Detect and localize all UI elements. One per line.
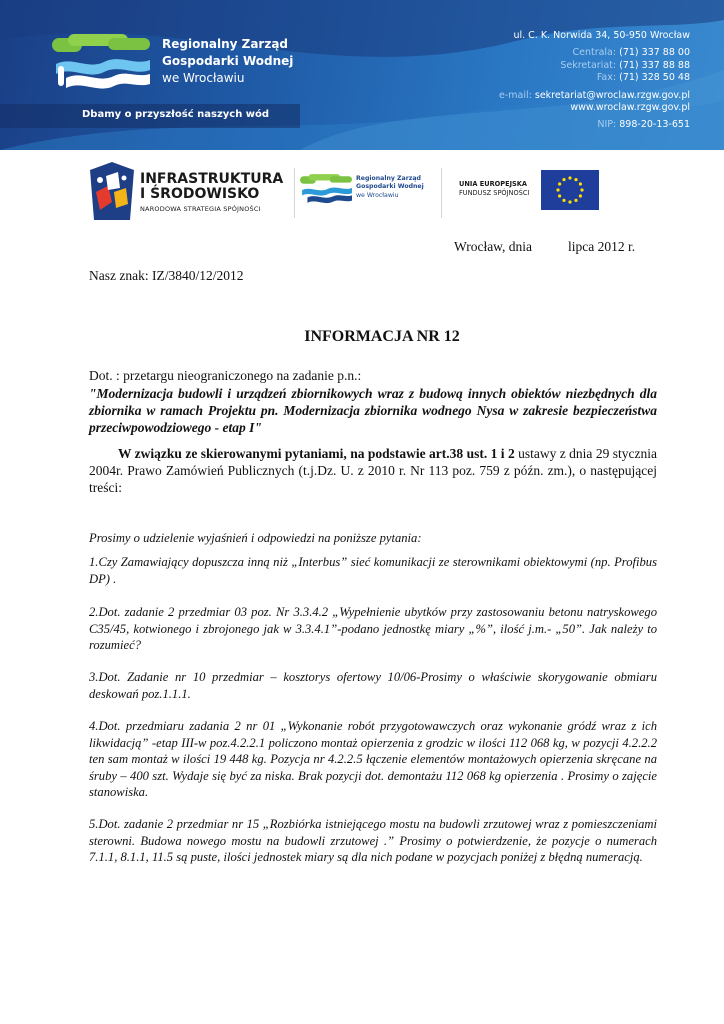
infrastruktura-emblem-icon xyxy=(90,162,134,220)
rzgw-small-line1: Regionalny Zarząd xyxy=(356,175,421,182)
phone-centrala-label: Centrala: xyxy=(572,47,617,59)
nip-value: 898-20-13-651 xyxy=(619,119,690,131)
nip-label: NIP: xyxy=(597,119,617,131)
date-line xyxy=(454,239,635,255)
question-1: 1.Czy Zamawiający dopuszcza inną niż „Interbus” sieć komunikacji ze sterownikami obiektowymi (np. Profibus DP) . xyxy=(89,555,657,586)
eu-line1: UNIA EUROPEJSKA xyxy=(459,180,528,188)
contact-block xyxy=(499,30,690,132)
question-5: 5.Dot. zadanie 2 przedmiar nr 15 „Rozbiórka istniejącego mostu na budowli zrzutowej wraz z pomieszczeniami sterowni. Budowa nowego mostu na budowli zrzutowej .” Prosimy o potwierdzenie, że pozycje o numerach 7.1.1, 8.1.1, 11.5 są puste, ilości jednostek miary są dla nich podane w pozycjach poniżej z błędną numeracją. xyxy=(89,817,657,865)
phone-sekretariat-value: (71) 337 88 88 xyxy=(619,59,690,71)
subject-intro: Dot. : przetargu nieograniczonego na zadanie p.n.: xyxy=(89,368,362,383)
email xyxy=(499,90,690,102)
rzgw-logo-icon xyxy=(52,32,150,92)
fax-value: (71) 328 50 48 xyxy=(619,72,690,84)
phone-sekretariat xyxy=(499,60,690,72)
reference-number: Nasz znak: IZ/3840/12/2012 xyxy=(89,268,244,283)
infrastruktura-subtitle: NARODOWA STRATEGIA SPÓJNOŚCI xyxy=(140,205,261,213)
rzgw-small-line2: Gospodarki Wodnej xyxy=(356,183,424,191)
rzgw-small-text xyxy=(356,175,424,200)
eu-text xyxy=(459,180,529,198)
document-title: INFORMACJA NR 12 xyxy=(304,328,460,345)
partner-logos xyxy=(0,160,724,225)
org-name-line3: we Wrocławiu xyxy=(162,71,245,85)
address: ul. C. K. Norwida 34, 50-950 Wrocław xyxy=(513,30,690,41)
infrastruktura-title-line1: INFRASTRUKTURA xyxy=(140,171,284,187)
main-paragraph-lead: W związku ze skierowanymi pytaniami, na podstawie art.38 ust. 1 i 2 xyxy=(118,446,515,461)
questions-intro: Prosimy o udzielenie wyjaśnień i odpowiedzi na poniższe pytania: xyxy=(89,531,422,545)
question-2: 2.Dot. zadanie 2 przedmiar 03 poz. Nr 3.3.4.2 „Wypełnienie ubytków przy zastosowaniu betonu natryskowego C35/45, kotwionego i zbrojonego jak w 3.3.4.1”-podano jednostkę miary „%”, ilość j.m.- „50”. Jak należy to rozumieć? xyxy=(89,605,657,653)
subject-title: "Modernizacja budowli i urządzeń zbiornikowych wraz z budową innych obiektów niezbędnych dla zbiornika w ramach Projektu pn. Modernizacja zbiornika wodnego Nysa w zakresie bezpieczeństwa przeciwpowodziowego - etap I" xyxy=(89,386,657,435)
email-value[interactable]: sekretariat@wroclaw.rzgw.gov.pl xyxy=(534,89,690,101)
email-label: e-mail: xyxy=(499,89,532,101)
rzgw-small-line3: we Wrocławiu xyxy=(356,191,399,199)
question-4: 4.Dot. przedmiaru zadania 2 nr 01 „Wykonanie robót przygotowawczych oraz wykonanie gródź wraz z ich likwidacją” -etap III-w poz.4.2.2.1 policzono montaż opierzenia z grodzic w ilości 112 068 kg, w pozycji 4.2.2.2 ten sam montaż w ilości 19 448 kg. Pozycja nr 4.2.2.5 łączenie elementów montażowych opierzenia skręcane na śruby – 400 szt. Wydaje się być za niska. Brak pozycji dot. demontażu 112 068 kg opierzenia . Prosimy o zajęcie stanowiska. xyxy=(89,719,657,800)
org-name xyxy=(162,36,293,87)
org-name-line2: Gospodarki Wodnej xyxy=(162,54,294,68)
nip xyxy=(499,119,690,131)
main-paragraph xyxy=(89,445,657,496)
question-3: 3.Dot. Zadanie nr 10 przedmiar – kosztorys ofertowy 10/06-Prosimy o właściwie skorygowanie obmiaru deskowań poz.1.1.1. xyxy=(89,670,657,701)
rzgw-small-logo-icon xyxy=(300,172,352,206)
eu-flag-icon xyxy=(541,170,599,210)
date-city: Wrocław, dnia xyxy=(454,239,533,254)
phone-centrala xyxy=(499,47,690,59)
infrastruktura-title-line2: I ŚRODOWISKO xyxy=(140,186,260,202)
main-paragraph-rest: ustawy z dnia 29 stycznia 2004r. Prawo Zamówień Publicznych (t.j.Dz. U. z 2010 r. Nr 113 poz. 759 z późn. zm.), o następującej treści: xyxy=(89,446,657,495)
fax-label: Fax: xyxy=(596,72,617,84)
infrastruktura-title xyxy=(140,172,283,202)
phone-sekretariat-label: Sekretariat: xyxy=(560,59,617,71)
org-name-line1: Regionalny Zarząd xyxy=(162,37,289,51)
fax xyxy=(499,72,690,84)
eu-line2: FUNDUSZ SPÓJNOŚCI xyxy=(459,189,530,197)
motto-text: Dbamy o przyszłość naszych wód xyxy=(82,109,270,120)
header-banner xyxy=(0,0,724,150)
date-month-year: lipca 2012 r. xyxy=(568,239,636,254)
phone-centrala-value: (71) 337 88 00 xyxy=(619,47,690,59)
website-link[interactable]: www.wroclaw.rzgw.gov.pl xyxy=(570,102,690,114)
